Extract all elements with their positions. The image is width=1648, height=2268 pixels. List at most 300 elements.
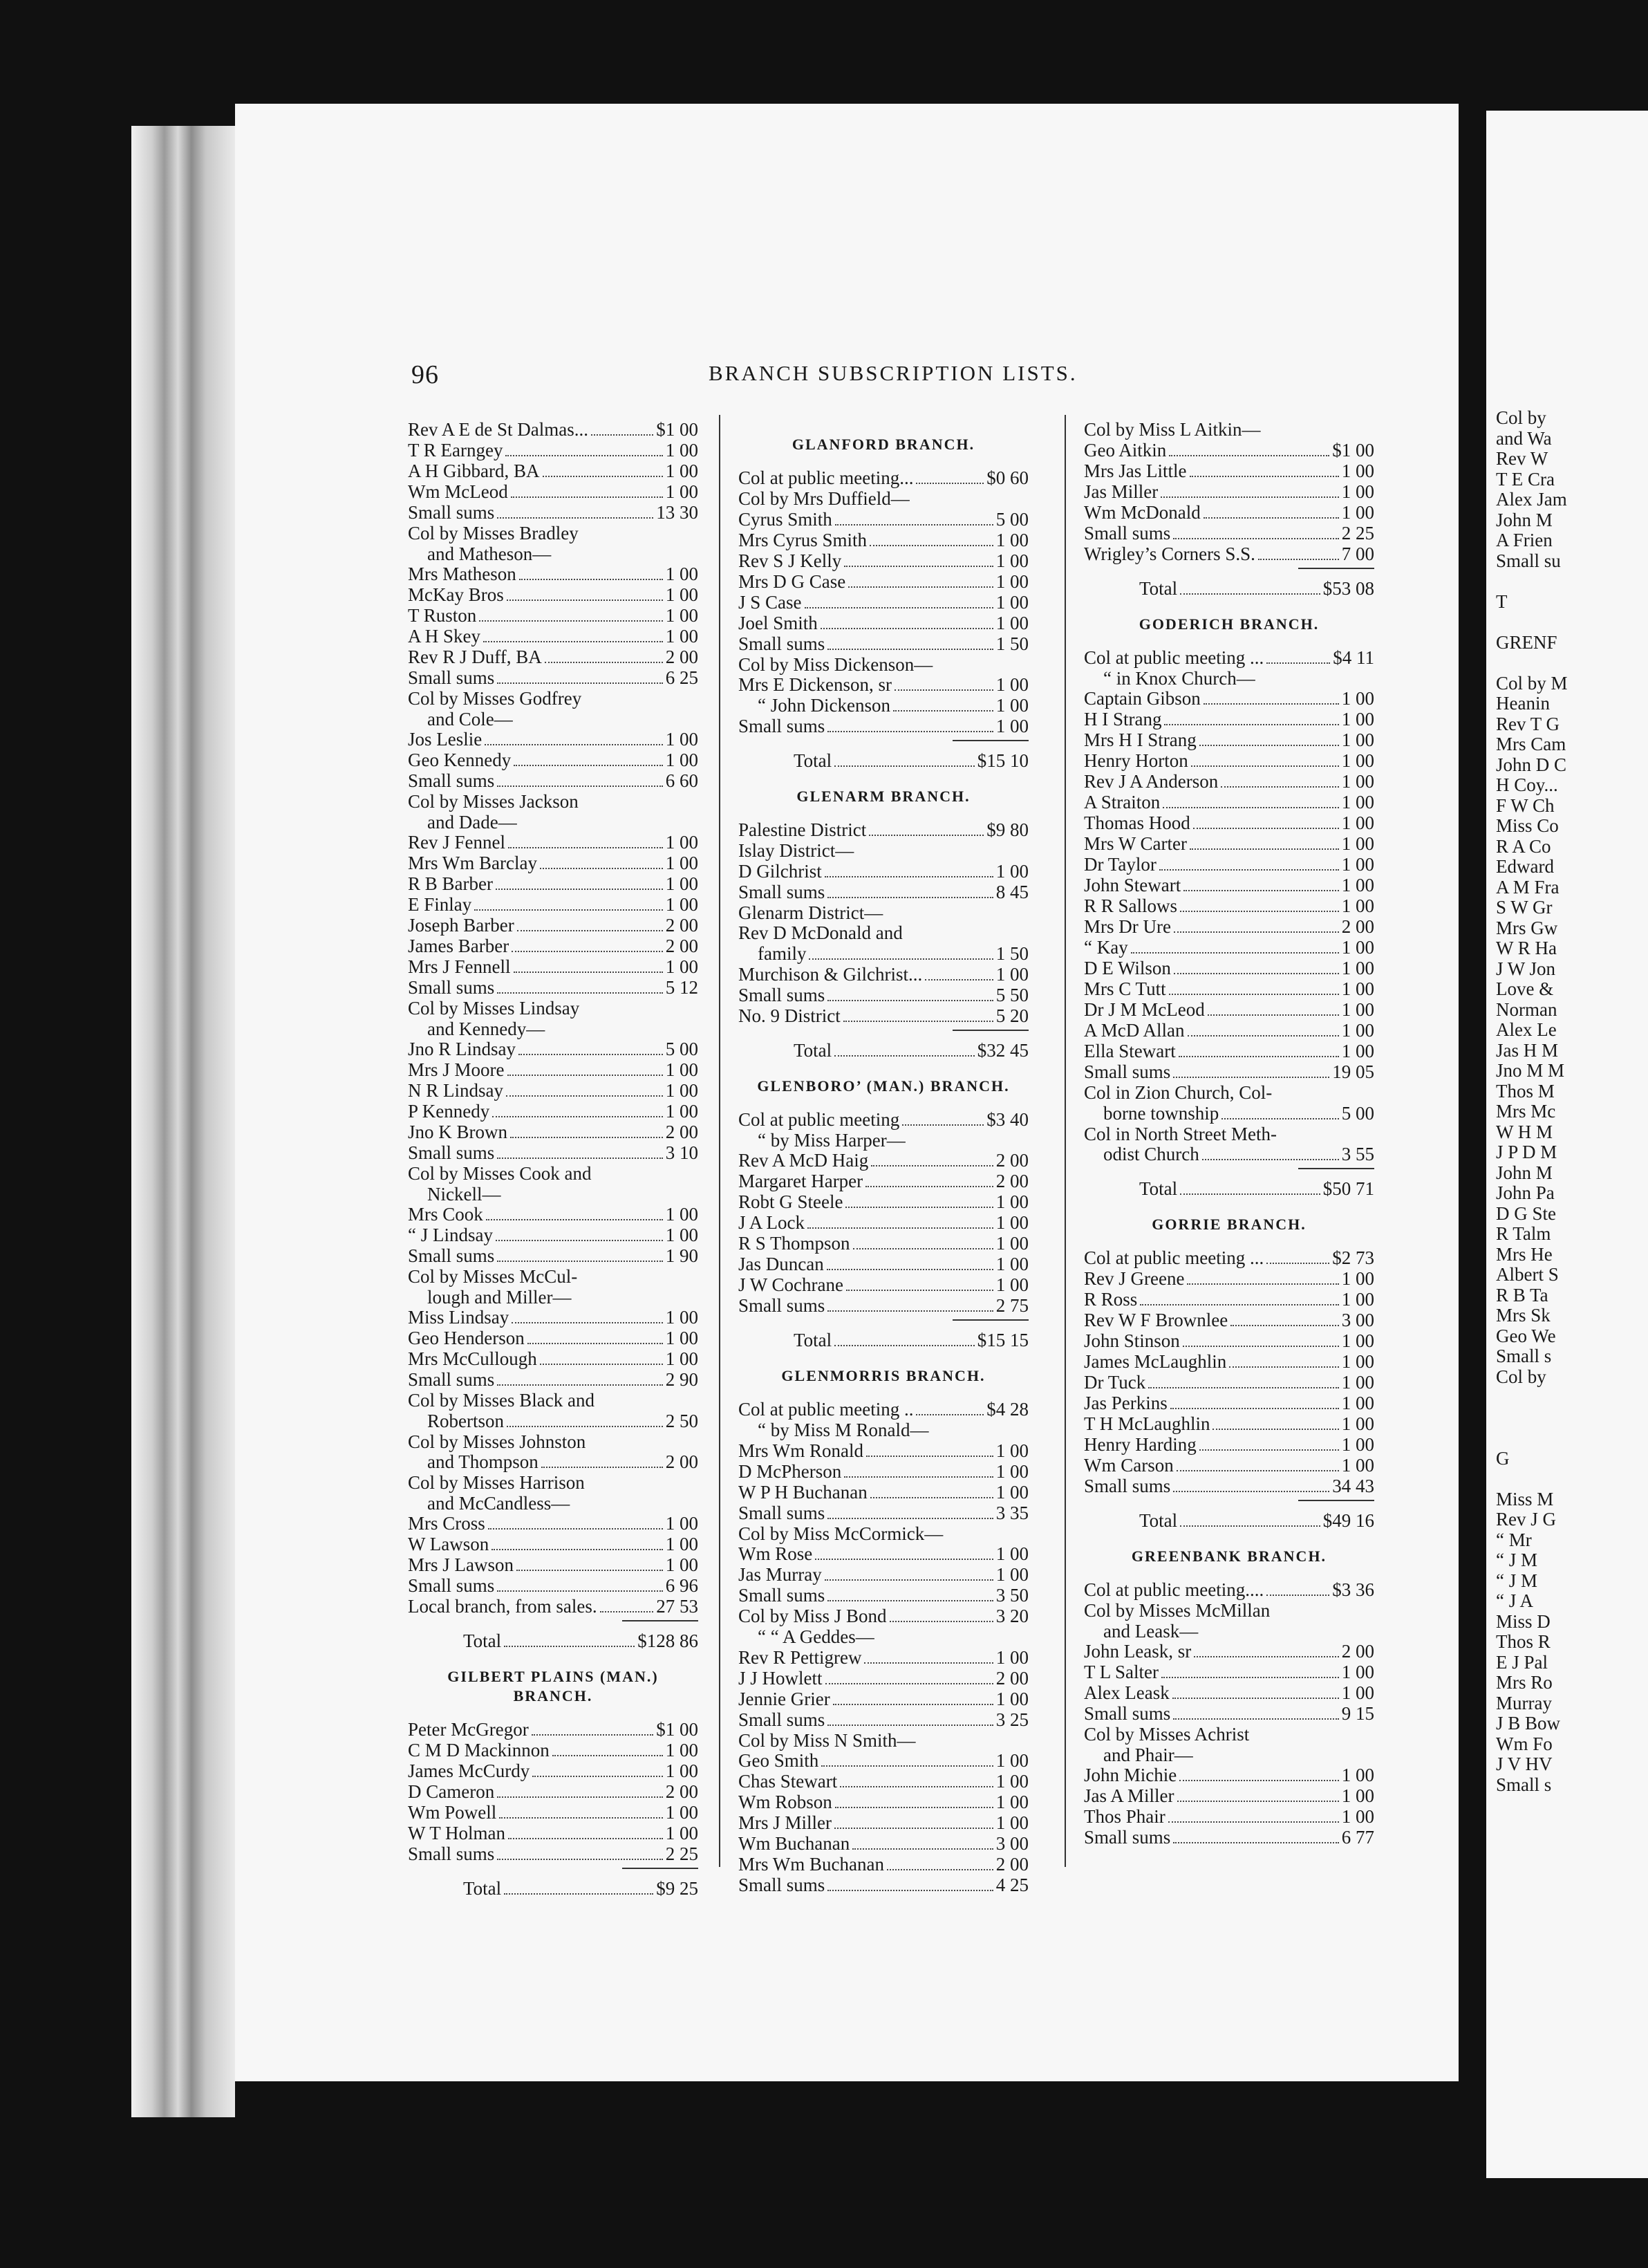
leader-dots xyxy=(887,1869,993,1870)
leader-dots xyxy=(916,483,984,484)
right-page-line: Col by xyxy=(1496,407,1546,428)
list-line: Glenarm District— xyxy=(738,902,883,923)
subscriber-name: D E Wilson xyxy=(1084,958,1171,978)
right-page-line: John M xyxy=(1496,509,1553,530)
subscriber-name: Mrs Dr Ure xyxy=(1084,916,1171,937)
subscriber-name: Wm Robson xyxy=(738,1792,832,1812)
subscriber-name: Mrs J Lawson xyxy=(408,1554,514,1575)
subscription-row xyxy=(738,1813,1029,1834)
leader-dots xyxy=(1174,973,1339,974)
subscription-row xyxy=(1084,1248,1374,1269)
subscription-amount: 1 00 xyxy=(665,1513,698,1534)
subscription-amount: 1 00 xyxy=(665,1740,698,1760)
subscription-amount: 1 00 xyxy=(995,674,1029,695)
leader-dots xyxy=(844,566,993,567)
subscription-row xyxy=(408,853,698,874)
subscriber-name: Thomas Hood xyxy=(1084,812,1190,833)
subscription-amount: 1 00 xyxy=(665,1307,698,1328)
subscription-row xyxy=(1084,1765,1374,1786)
subscriber-name: Robertson xyxy=(427,1410,504,1431)
subscriber-name: Ella Stewart xyxy=(1084,1041,1176,1061)
subscription-amount: 1 00 xyxy=(1341,729,1374,750)
leader-dots xyxy=(1199,1449,1339,1451)
right-page-line: G xyxy=(1496,1447,1510,1469)
subscription-row xyxy=(408,1576,698,1597)
leader-dots xyxy=(848,586,993,588)
leader-dots xyxy=(827,1000,993,1001)
subscriber-name: Palestine District xyxy=(738,819,867,840)
subscription-row xyxy=(408,1823,698,1844)
leader-dots xyxy=(1173,538,1338,539)
subscriber-name: Mrs H I Strang xyxy=(1084,729,1197,750)
subscription-amount: 34 43 xyxy=(1332,1476,1374,1496)
subscription-amount: 5 00 xyxy=(995,508,1029,530)
subscriber-name: John Leask, sr xyxy=(1084,1641,1192,1662)
total-row xyxy=(1084,1511,1374,1532)
subscriber-name: Geo Aitkin xyxy=(1084,439,1167,461)
leader-dots xyxy=(895,689,993,691)
subscriber-name: W T Holman xyxy=(408,1823,505,1843)
total-row xyxy=(1084,1179,1374,1200)
subscriber-name: Thos Phair xyxy=(1084,1806,1165,1827)
leader-dots xyxy=(834,1345,975,1346)
subscription-row xyxy=(408,1411,698,1432)
right-page-line: Heanin xyxy=(1496,693,1550,714)
subscription-amount: 1 00 xyxy=(1341,1806,1374,1827)
right-page-line: J V HV xyxy=(1496,1754,1553,1774)
total-amount: $9 25 xyxy=(656,1878,698,1899)
subscription-row xyxy=(1084,1021,1374,1041)
subscription-row xyxy=(1084,1828,1374,1848)
subscription-amount: 1 00 xyxy=(995,1191,1029,1212)
list-line: and Dade— xyxy=(427,811,517,833)
subscriber-name: Small sums xyxy=(408,667,495,688)
subscription-amount: 1 00 xyxy=(1341,1682,1374,1703)
subscription-row xyxy=(408,1225,698,1246)
subscriber-name: Col at public meeting .. xyxy=(738,1399,914,1420)
subscriber-name: “ John Dickenson xyxy=(758,695,890,716)
total-label: Total xyxy=(463,1630,502,1651)
subscription-amount: 1 00 xyxy=(1341,460,1374,481)
leader-dots xyxy=(600,1611,654,1612)
subscriber-name: John Michie xyxy=(1084,1765,1177,1785)
list-line: and Phair— xyxy=(1103,1744,1193,1765)
leader-dots xyxy=(505,455,662,456)
subscription-row xyxy=(1084,1662,1374,1683)
branch-heading: GLANFORD BRANCH. xyxy=(792,436,975,453)
subscription-amount: 2 00 xyxy=(1341,916,1374,937)
subscription-amount: 6 25 xyxy=(665,667,698,688)
subscriber-name: Rev R Pettigrew xyxy=(738,1646,862,1668)
subscription-row xyxy=(408,1803,698,1823)
subscriber-name: Geo Kennedy xyxy=(408,750,512,770)
leader-dots xyxy=(1140,1304,1338,1305)
subscriber-name: Small sums xyxy=(738,716,825,736)
subscriber-name: Margaret Harper xyxy=(738,1171,863,1191)
subscription-row xyxy=(408,874,698,895)
leader-dots xyxy=(1180,911,1339,912)
subscription-amount: $1 00 xyxy=(1332,439,1374,461)
subscriber-name: Small sums xyxy=(1084,1827,1171,1848)
subscriber-name: family xyxy=(758,942,807,964)
subscription-row xyxy=(408,1122,698,1143)
subscriber-name: Cyrus Smith xyxy=(738,508,832,530)
subscription-amount: 1 00 xyxy=(1341,958,1374,978)
subscriber-name: Rev A McD Haig xyxy=(738,1150,869,1171)
subscription-amount: 1 00 xyxy=(995,860,1029,882)
right-page-line: Jas H M xyxy=(1496,1039,1559,1061)
leader-dots xyxy=(497,1384,662,1386)
subscription-row xyxy=(408,606,698,626)
subscription-amount: 1 00 xyxy=(995,963,1029,985)
subscriber-name: Small sums xyxy=(738,633,825,654)
leader-dots xyxy=(519,579,663,580)
total-row xyxy=(1084,579,1374,599)
subscription-row xyxy=(738,965,1029,985)
subscription-amount: 2 00 xyxy=(665,1451,698,1472)
list-line: lough and Miller— xyxy=(427,1286,572,1308)
leader-dots xyxy=(1168,1821,1339,1823)
leader-dots xyxy=(843,1021,993,1022)
list-line: Nickell— xyxy=(427,1183,501,1205)
leader-dots xyxy=(541,1467,663,1468)
subscriber-name: Mrs J Fennell xyxy=(408,956,511,977)
leader-dots xyxy=(511,496,663,498)
subscription-row xyxy=(1084,772,1374,792)
leader-dots xyxy=(827,1600,993,1601)
subscriber-name: Chas Stewart xyxy=(738,1771,838,1792)
leader-dots xyxy=(1212,1429,1338,1430)
subscription-row xyxy=(738,593,1029,613)
subscription-amount: $3 36 xyxy=(1332,1579,1374,1600)
subscription-amount: 1 90 xyxy=(665,1245,698,1266)
subscription-amount: 1 00 xyxy=(1341,854,1374,875)
total-label: Total xyxy=(1139,577,1178,599)
right-page-line: F W Ch xyxy=(1496,794,1555,816)
subscription-amount: 1 00 xyxy=(995,1460,1029,1482)
subscription-amount: 1 00 xyxy=(665,1080,698,1101)
subscription-row xyxy=(1084,896,1374,917)
leader-dots xyxy=(864,1662,993,1664)
right-page-line: Mrs Sk xyxy=(1496,1305,1551,1326)
subscription-row xyxy=(408,1720,698,1740)
leader-dots xyxy=(1204,517,1339,519)
list-line: Col by Miss McCormick— xyxy=(738,1523,944,1544)
right-page-line: “ J M xyxy=(1496,1570,1537,1591)
subscription-amount: 1 00 xyxy=(1341,1268,1374,1289)
subscription-row xyxy=(408,771,698,792)
subscription-row xyxy=(1084,875,1374,896)
subscription-row xyxy=(408,440,698,461)
subscription-amount: 3 00 xyxy=(995,1833,1029,1854)
subscription-amount: 2 50 xyxy=(665,1410,698,1431)
subscription-row xyxy=(1084,1144,1374,1165)
subscription-row xyxy=(738,1606,1029,1627)
subscription-amount: 6 60 xyxy=(665,770,698,791)
subscription-row xyxy=(408,833,698,853)
leader-dots xyxy=(1177,1470,1339,1471)
leader-dots xyxy=(844,1476,993,1478)
subscription-amount: 3 35 xyxy=(995,1502,1029,1523)
subscription-row xyxy=(408,978,698,998)
subscriber-name: “ Kay xyxy=(1084,937,1128,958)
total-row xyxy=(408,1631,698,1652)
subscription-row xyxy=(408,729,698,750)
leader-dots xyxy=(504,1646,635,1647)
right-page-line: Mrs Cam xyxy=(1496,734,1566,754)
subscriber-name: Jno K Brown xyxy=(408,1122,508,1142)
subscription-row xyxy=(1084,1290,1374,1310)
subscriber-name: Rev W F Brownlee xyxy=(1084,1310,1228,1330)
leader-dots xyxy=(1258,559,1339,560)
subscriber-name: Jas Perkins xyxy=(1084,1393,1168,1413)
column-divider xyxy=(719,415,720,1867)
subscriber-name: Small sums xyxy=(408,977,495,998)
leader-dots xyxy=(488,1528,663,1530)
leader-dots xyxy=(866,1456,993,1457)
subscription-amount: 1 00 xyxy=(665,853,698,873)
subscriber-name: Small sums xyxy=(738,984,825,1005)
subscriber-name: C M D Mackinnon xyxy=(408,1740,550,1760)
subscription-row xyxy=(1084,938,1374,958)
total-rule xyxy=(953,1319,1029,1321)
leader-dots xyxy=(1221,1118,1339,1119)
right-page-line: Wm Fo xyxy=(1496,1733,1553,1754)
leader-dots xyxy=(497,517,653,519)
subscriber-name: Small sums xyxy=(408,770,495,791)
subscriber-name: Jno R Lindsay xyxy=(408,1039,516,1059)
subscriber-name: odist Church xyxy=(1103,1144,1199,1164)
subscription-amount: 2 00 xyxy=(665,647,698,667)
total-row xyxy=(738,1330,1029,1351)
subscriber-name: Wrigley’s Corners S.S. xyxy=(1084,543,1255,564)
subscription-row xyxy=(738,944,1029,965)
leader-dots xyxy=(474,909,663,911)
list-line: and McCandless— xyxy=(427,1492,570,1514)
subscriber-name: Rev S J Kelly xyxy=(738,550,842,571)
right-page-line: and Wa xyxy=(1496,427,1552,449)
leader-dots xyxy=(1173,1842,1338,1843)
total-rule xyxy=(1298,1500,1374,1501)
subscription-amount: 1 00 xyxy=(665,1101,698,1122)
total-label: Total xyxy=(794,750,832,771)
leader-dots xyxy=(890,1621,993,1622)
leader-dots xyxy=(1173,1491,1329,1492)
total-amount: $49 16 xyxy=(1322,1510,1374,1531)
right-page-line: Geo We xyxy=(1496,1325,1556,1346)
leader-dots xyxy=(1194,1656,1339,1657)
subscription-row xyxy=(408,915,698,936)
book-page-edge xyxy=(131,126,235,2117)
list-line: Col by Misses Godfrey xyxy=(408,688,582,709)
subscription-row xyxy=(738,1751,1029,1772)
subscriber-name: Wm McLeod xyxy=(408,481,508,502)
subscription-row xyxy=(408,1782,698,1803)
subscription-amount: 1 00 xyxy=(995,1274,1029,1295)
subscriber-name: Small sums xyxy=(408,1142,495,1163)
leader-dots xyxy=(852,1848,993,1850)
subscription-row xyxy=(738,675,1029,696)
leader-dots xyxy=(552,1755,663,1756)
right-page-line: Miss Co xyxy=(1496,815,1559,836)
subscription-row xyxy=(408,936,698,957)
subscription-amount: 2 25 xyxy=(1341,522,1374,543)
subscriber-name: J S Case xyxy=(738,591,802,613)
subscription-row xyxy=(738,820,1029,841)
subscriber-name: Local branch, from sales. xyxy=(408,1596,597,1617)
leader-dots xyxy=(514,972,663,973)
leader-dots xyxy=(902,1124,984,1126)
total-row xyxy=(738,751,1029,772)
subscriber-name: Jennie Grier xyxy=(738,1688,830,1709)
subscription-row xyxy=(738,882,1029,903)
leader-dots xyxy=(483,641,663,642)
subscription-amount: 1 00 xyxy=(1341,978,1374,999)
subscription-amount: 1 00 xyxy=(995,1481,1029,1503)
subscription-row xyxy=(1084,751,1374,772)
right-page-line xyxy=(1486,612,1648,633)
leader-dots xyxy=(543,476,663,477)
subscription-amount: 1 00 xyxy=(665,1204,698,1225)
subscription-amount: 2 00 xyxy=(995,1150,1029,1171)
right-page-line: GRENF xyxy=(1496,631,1557,653)
leader-dots xyxy=(510,1137,663,1138)
subscriber-name: Mrs J Moore xyxy=(408,1059,505,1080)
right-page-line: “ Mr xyxy=(1496,1529,1532,1550)
subscription-amount: 1 00 xyxy=(665,956,698,977)
page-header xyxy=(411,360,1116,387)
subscriber-name: Col at public meeting ... xyxy=(1084,1247,1264,1268)
subscription-row xyxy=(408,420,698,440)
subscription-row xyxy=(738,1834,1029,1855)
subscription-row xyxy=(738,716,1029,737)
right-page-line: W R Ha xyxy=(1496,938,1557,958)
subscription-row xyxy=(1084,730,1374,751)
subscriber-name: John Stinson xyxy=(1084,1330,1180,1351)
leader-dots xyxy=(497,1590,662,1592)
subscriber-name: Col at public meeting.... xyxy=(1084,1579,1264,1600)
subscriber-name: D Gilchrist xyxy=(738,860,822,882)
leader-dots xyxy=(532,1776,663,1777)
subscription-amount: 1 00 xyxy=(1341,1020,1374,1041)
subscription-amount: 7 00 xyxy=(1341,543,1374,564)
subscription-row xyxy=(738,1275,1029,1296)
leader-dots xyxy=(870,1497,993,1498)
subscription-row xyxy=(1084,1062,1374,1083)
subscription-amount: 19 05 xyxy=(1332,1061,1374,1082)
right-page-line xyxy=(1486,1469,1648,1489)
list-line: and Cole— xyxy=(427,708,513,729)
subscriber-name: Mrs D G Case xyxy=(738,570,846,592)
subscription-amount: 5 12 xyxy=(665,977,698,998)
subscription-amount: 1 00 xyxy=(995,1792,1029,1812)
subscription-row xyxy=(408,1246,698,1267)
subscription-amount: 1 00 xyxy=(995,1440,1029,1461)
leader-dots xyxy=(517,930,663,931)
right-page-line: T xyxy=(1496,591,1508,612)
subscriber-name: R R Sallows xyxy=(1084,895,1178,916)
subscription-amount: 8 45 xyxy=(995,881,1029,902)
subscription-amount: 1 00 xyxy=(995,1646,1029,1668)
subscriber-name: Small sums xyxy=(738,1875,825,1895)
subscription-row xyxy=(408,1844,698,1865)
right-page-line: “ J M xyxy=(1496,1550,1537,1570)
leader-dots xyxy=(1179,1780,1339,1781)
subscriber-name: E Finlay xyxy=(408,894,472,915)
leader-dots xyxy=(1183,1346,1339,1347)
leader-dots xyxy=(545,662,663,663)
leader-dots xyxy=(865,1186,993,1187)
subscription-amount: 1 00 xyxy=(995,591,1029,613)
subscription-row xyxy=(738,696,1029,716)
leader-dots xyxy=(827,1518,993,1519)
subscriber-name: J J Howlett xyxy=(738,1667,823,1689)
leader-dots xyxy=(845,1207,993,1208)
subscription-row xyxy=(1084,1435,1374,1456)
subscriber-name: Small sums xyxy=(738,881,825,902)
subscription-amount: 1 00 xyxy=(995,1564,1029,1585)
leader-dots xyxy=(1131,952,1339,954)
leader-dots xyxy=(827,1890,993,1891)
subscriber-name: Mrs Jas Little xyxy=(1084,460,1187,481)
branch-heading: GLENMORRIS BRANCH. xyxy=(781,1367,986,1384)
leader-dots xyxy=(833,1704,993,1705)
subscription-amount: 1 00 xyxy=(665,564,698,584)
list-line: and Kennedy— xyxy=(427,1018,545,1039)
total-label: Total xyxy=(794,1039,832,1061)
subscription-row xyxy=(1084,1393,1374,1414)
right-page-line: H Coy... xyxy=(1496,774,1558,795)
branch-heading: GLENBORO’ (MAN.) BRANCH. xyxy=(757,1077,1010,1095)
subscriber-name: J A Lock xyxy=(738,1212,805,1233)
leader-dots xyxy=(497,1158,662,1159)
total-row xyxy=(408,1879,698,1899)
leader-dots xyxy=(827,1310,993,1312)
leader-dots xyxy=(507,1075,663,1076)
subscription-row xyxy=(408,1349,698,1370)
list-line: Col by Misses Johnston xyxy=(408,1431,586,1452)
subscriber-name: Murchison & Gilchrist... xyxy=(738,963,923,985)
subscription-row xyxy=(1084,1580,1374,1601)
right-page-line: Mrs Mc xyxy=(1496,1101,1556,1122)
total-rule xyxy=(953,1030,1029,1031)
subscription-row xyxy=(408,1328,698,1349)
leader-dots xyxy=(485,744,663,745)
subscription-row xyxy=(738,1462,1029,1482)
leader-dots xyxy=(1172,1698,1339,1699)
subscription-row xyxy=(408,461,698,482)
leader-dots xyxy=(825,1579,993,1581)
subscription-row xyxy=(408,1555,698,1576)
leader-dots xyxy=(497,992,662,994)
subscriber-name: Wm Carson xyxy=(1084,1455,1174,1476)
list-line: Col in Zion Church, Col- xyxy=(1084,1082,1273,1103)
leader-dots xyxy=(1161,1677,1339,1678)
subscription-amount: 1 00 xyxy=(995,1254,1029,1274)
subscription-amount: 1 00 xyxy=(665,1802,698,1823)
subscription-amount: 1 00 xyxy=(1341,875,1374,895)
leader-dots xyxy=(870,545,993,546)
subscription-amount: 1 00 xyxy=(665,605,698,626)
subscription-amount: 1 00 xyxy=(1341,1434,1374,1455)
subscription-row xyxy=(738,1544,1029,1565)
subscriber-name: A H Gibbard, BA xyxy=(408,461,540,481)
right-page-line: Jno M M xyxy=(1496,1060,1565,1081)
subscription-row xyxy=(1084,1683,1374,1704)
subscriber-name: and Thompson xyxy=(427,1451,539,1472)
subscription-row xyxy=(408,1740,698,1761)
right-page-line: “ J A xyxy=(1496,1590,1533,1611)
